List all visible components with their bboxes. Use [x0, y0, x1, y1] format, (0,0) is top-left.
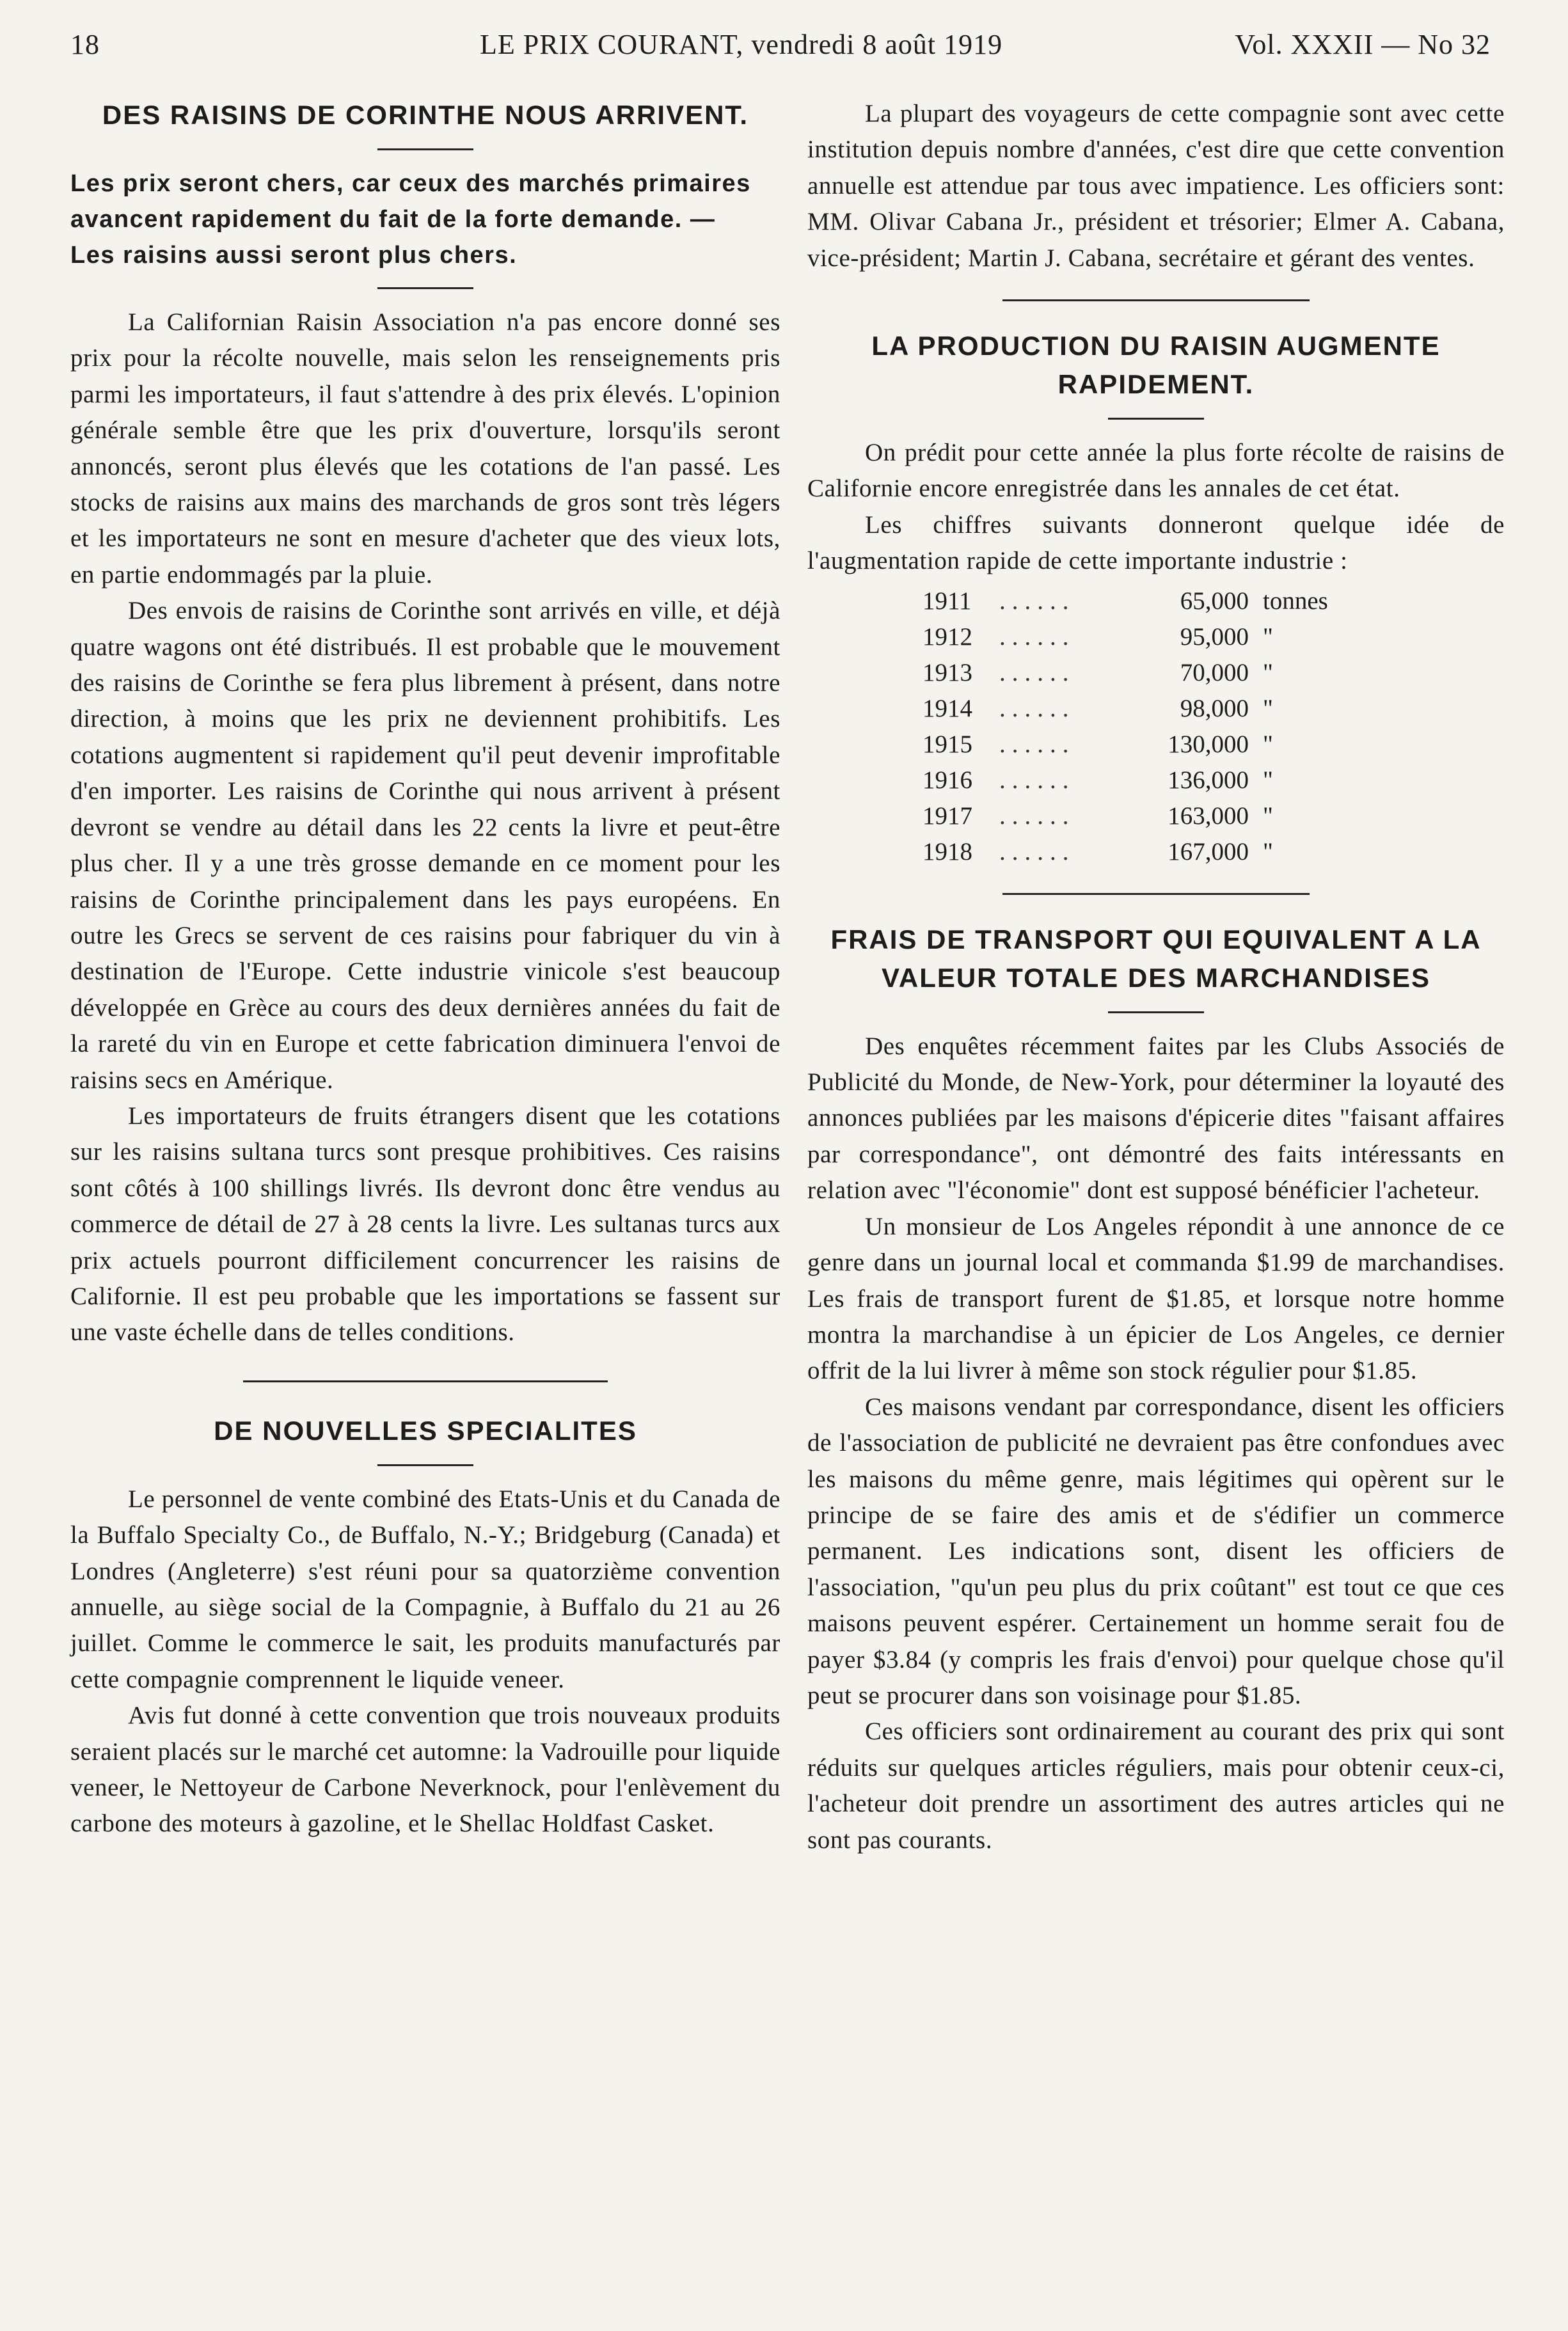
table-row — [923, 583, 1384, 619]
table-row — [923, 834, 1384, 870]
subhead-raisins-corinthe: Les prix seront chers, car ceux des marchés primaires avancent rapidement du fait de la forte demande. — Les raisins aussi seront plus chers. — [70, 170, 751, 269]
headline-production-raisin: LA PRODUCTION DU RAISIN AUGMENTE RAPIDEMENT. — [871, 331, 1441, 400]
paragraph: La Californian Raisin Association n'a pas encore donné ses prix pour la récolte nouvelle, mais selon les renseignements pris parmi les importateurs, il faut s'attendre à des prix élevés. L'opinion générale semble être que les prix d'ouverture, lorsqu'ils seront annoncés, seront plus élevés que les cotations de l'an passé. Les stocks de raisins aux mains des marchands de gros sont très légers et les importateurs ne sont en mesure d'acheter que des vieux lots, en partie endommagés par la pluie. — [70, 308, 780, 589]
paragraph: Les importateurs de fruits étrangers disent que les cotations sur les raisins sultana turcs sont presque prohibitives. Ces raisins sont côtés à 100 shillings livrés. Ils devront donc être vendus au commerce de détail de 27 à 28 cents la livre. Les sultanas turcs aux prix actuels pourront difficilement concurrencer les raisins de Californie. Il est peu probable que les importations se fassent sur une vaste échelle dans de telles conditions. — [70, 1102, 780, 1347]
table-row — [923, 655, 1384, 691]
tonnage-cell: 98,000 — [1180, 694, 1249, 722]
tonnage-cell: 65,000 — [1180, 587, 1249, 615]
leader-dots: ...... — [999, 730, 1075, 758]
section-divider — [1002, 893, 1310, 895]
paragraph: Ces officiers sont ordinairement au courant des prix qui sont réduits sur quelques articles réguliers, mais pour obtenir ceux-ci, l'acheteur doit prendre un assortiment des autres articles qui ne sont pas courants. — [807, 1718, 1505, 1854]
leader-dots: ...... — [999, 802, 1075, 830]
unit-cell: " — [1263, 766, 1273, 794]
running-head — [70, 28, 1491, 73]
table-row — [923, 798, 1384, 834]
paragraph: La plupart des voyageurs de cette compagnie sont avec cette institution depuis nombre d'années, c'est dire que cette convention annuelle est attendue par tous avec impatience. Les officiers sont: MM. Olivar Cabana Jr., président et trésorier; Elmer A. Cabana, vice-président; Martin J. Cabana, secrétaire et gérant des ventes. — [807, 100, 1505, 272]
headline-raisins-corinthe: DES RAISINS DE CORINTHE NOUS ARRIVENT. — [102, 100, 749, 130]
unit-cell: " — [1263, 622, 1273, 651]
paragraph: On prédit pour cette année la plus forte récolte de raisins de Californie encore enregistrée dans les annales de cet état. — [807, 439, 1505, 503]
tonnage-cell: 167,000 — [1168, 837, 1249, 865]
year-cell: 1916 — [923, 766, 972, 794]
rule — [1108, 1011, 1204, 1013]
left-column — [70, 96, 780, 1842]
table-row — [923, 763, 1384, 798]
table-row — [923, 619, 1384, 655]
tonnage-cell: 163,000 — [1168, 802, 1249, 830]
unit-cell: tonnes — [1263, 587, 1328, 615]
rule — [377, 1464, 473, 1466]
leader-dots: ...... — [999, 766, 1075, 794]
leader-dots: ...... — [999, 694, 1075, 722]
paragraph: Le personnel de vente combiné des Etats-Unis et du Canada de la Buffalo Specialty Co., de Buffalo, N.-Y.; Bridgeburg (Canada) et Londres (Angleterre) s'est réuni pour sa quatorzième convention annuelle, au siège social de la Compagnie, à Buffalo du 21 au 26 juillet. Comme le commerce le sait, les produits manufacturés par cette compagnie comprennent le liquide veneer. — [70, 1485, 780, 1693]
unit-cell: " — [1263, 730, 1273, 758]
paragraph: Des envois de raisins de Corinthe sont arrivés en ville, et déjà quatre wagons ont été distribués. Il est probable que le mouvement des raisins de Corinthe se fera plus librement à présent, dans notre direction, à moins que les prix ne deviennent prohibitifs. Les cotations augmentent si rapidement qu'il peut devenir improfitable d'en importer. Les raisins de Corinthe qui nous arrivent à présent devront se vendre au détail dans les 22 cents la livre et peut-être plus cher. Il y a une très grosse demande en ce moment pour les raisins de Corinthe principalement dans les pays européens. En outre les Grecs se servent de ces raisins pour fabriquer du vin à destination de l'Europe. Cette industrie vinicole s'est beaucoup développée en Grèce au cours des deux dernières années du fait de la rareté du vin en Europe et cette fabrication diminuera l'envoi de raisins secs en Amérique. — [70, 597, 780, 1094]
year-cell: 1915 — [923, 730, 972, 758]
year-cell: 1913 — [923, 658, 972, 686]
tonnage-cell: 95,000 — [1180, 622, 1249, 651]
unit-cell: " — [1263, 694, 1273, 722]
year-cell: 1914 — [923, 694, 972, 722]
paragraph: Un monsieur de Los Angeles répondit à une annonce de ce genre dans un journal local et commanda $1.99 de marchandises. Les frais de transport furent de $1.85, et lorsque notre homme montra la marchandise à un épicier de Los Angeles, ce dernier offrit de la lui livrer à même son stock régulier pour $1.85. — [807, 1212, 1505, 1385]
paragraph: Ces maisons vendant par correspondance, disent les officiers de l'association de publicité ne devraient pas être confondues avec les maisons du même genre, mais légitimes qui opèrent sur le principe de se faire des amis et de s'édifier un commerce permanent. Les indications sont, disent les officiers de l'association, "qu'un peu plus du prix coûtant" est tout ce que ces maisons peuvent espérer. Certainement un homme serait fou de payer $3.84 (y compris les frais d'envoi) pour quelque chose qu'il peut se procurer dans son voisinage pour $1.85. — [807, 1393, 1505, 1709]
rule — [1108, 418, 1204, 420]
tonnage-cell: 130,000 — [1168, 730, 1249, 758]
year-cell: 1911 — [923, 587, 972, 615]
subhead-block — [70, 166, 761, 273]
table-row — [923, 727, 1384, 763]
leader-dots: ...... — [999, 622, 1075, 651]
paragraph: Avis fut donné à cette convention que trois nouveaux produits seraient placés sur le marché cet automne: la Vadrouille pour liquide veneer, le Nettoyeur de Carbone Neverknock, pour l'enlèvement du carbone des moteurs à gazoline, et le Shellac Holdfast Casket. — [70, 1702, 780, 1838]
rule — [377, 287, 473, 289]
tonnage-cell: 70,000 — [1180, 658, 1249, 686]
headline-nouvelles-specialites: DE NOUVELLES SPECIALITES — [214, 1415, 637, 1446]
unit-cell: " — [1263, 802, 1273, 830]
paragraph: Des enquêtes récemment faites par les Clubs Associés de Publicité du Monde, de New-York, pour déterminer la loyauté des annonces publiées par les maisons d'épicerie dites "faisant affaires par correspondance", ont démontré des faits intéressants en relation avec "l'économie" dont est supposé bénéficier l'acheteur. — [807, 1032, 1505, 1205]
page-number: 18 — [70, 29, 100, 60]
production-table — [923, 583, 1384, 870]
year-cell: 1912 — [923, 622, 972, 651]
unit-cell: " — [1263, 837, 1273, 865]
tonnage-cell: 136,000 — [1168, 766, 1249, 794]
table-row — [923, 691, 1384, 727]
journal-title-date: LE PRIX COURANT, vendredi 8 août 1919 — [480, 29, 1003, 60]
headline-frais-transport: FRAIS DE TRANSPORT QUI EQUIVALENT A LA VALEUR TOTALE DES MARCHANDISES — [830, 924, 1482, 993]
leader-dots: ...... — [999, 587, 1075, 615]
leader-dots: ...... — [999, 837, 1075, 865]
year-cell: 1918 — [923, 837, 972, 865]
section-divider — [1002, 299, 1310, 301]
volume-number: Vol. XXXII — No 32 — [1235, 29, 1491, 60]
rule — [377, 148, 473, 150]
paragraph: Les chiffres suivants donneront quelque idée de l'augmentation rapide de cette importante industrie : — [807, 510, 1505, 575]
leader-dots: ...... — [999, 658, 1075, 686]
unit-cell: " — [1263, 658, 1273, 686]
right-column — [807, 96, 1505, 1858]
year-cell: 1917 — [923, 802, 972, 830]
section-divider — [243, 1380, 608, 1382]
